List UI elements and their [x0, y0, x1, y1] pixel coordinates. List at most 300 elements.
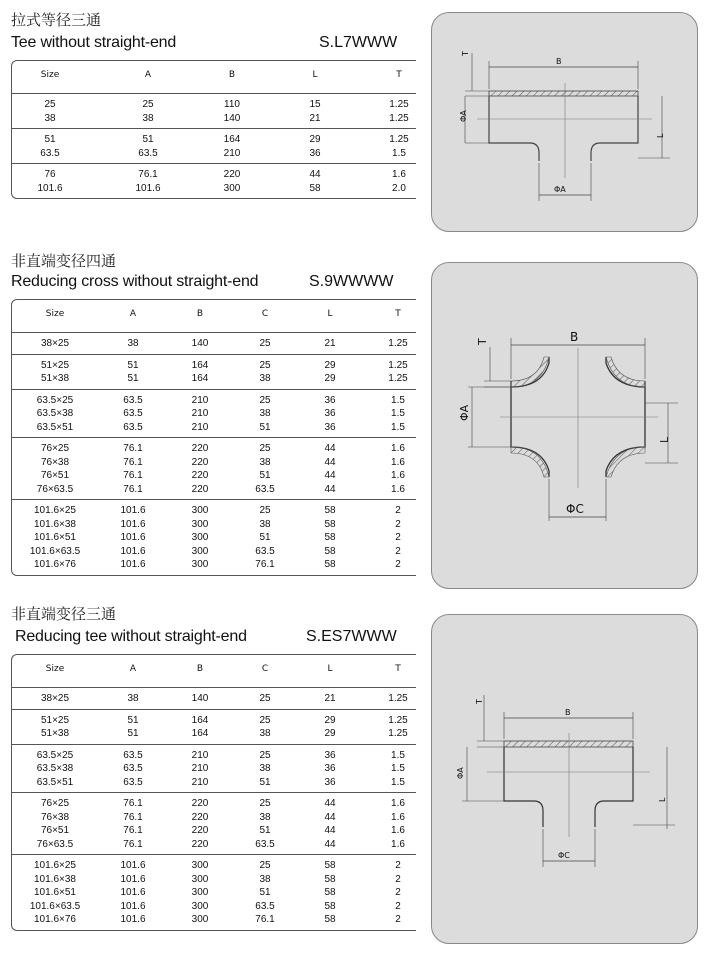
- table-row: [12, 182, 416, 195]
- table-cell: 51: [44, 134, 56, 145]
- dim-bottom-label: ΦC: [558, 851, 570, 860]
- table-cell: 101.6×76: [34, 914, 76, 925]
- table-row: [12, 824, 416, 837]
- table-cell: 220: [191, 838, 209, 850]
- column-header: C: [261, 309, 269, 319]
- table-cell: 300: [191, 900, 209, 912]
- table-cell: 300: [191, 505, 209, 516]
- table-cell: 2: [395, 532, 401, 543]
- table-row: [12, 394, 416, 407]
- table-cell: 101.6: [120, 914, 146, 925]
- table-cell: 1.6: [392, 169, 406, 180]
- table-row-group: [12, 499, 416, 575]
- column-header: T: [396, 70, 402, 80]
- table-cell: 21: [309, 112, 321, 124]
- table-row: [12, 797, 416, 810]
- table-cell: 25: [142, 99, 154, 110]
- column-header: B: [196, 664, 204, 674]
- table-cell: 25: [259, 338, 271, 349]
- table-cell: 58: [324, 532, 336, 543]
- table-cell: 76.1: [123, 825, 143, 836]
- column-header: L: [327, 309, 333, 319]
- table-cell: 101.6×63.5: [29, 900, 81, 912]
- table-cell: 101.6: [120, 900, 146, 912]
- table-cell: 76×25: [40, 443, 70, 454]
- table-row: [12, 727, 416, 740]
- table-cell: 44: [324, 470, 336, 481]
- table-cell: 220: [191, 825, 209, 836]
- table-row: [12, 407, 416, 420]
- table-row: [12, 811, 416, 824]
- table-row: [12, 469, 416, 482]
- table-cell: 15: [309, 99, 321, 110]
- table-row: [12, 359, 416, 372]
- table-cell: 300: [191, 559, 209, 570]
- table-cell: 76.1: [123, 456, 143, 468]
- table-cell: 220: [191, 798, 209, 809]
- table-cell: 1.6: [391, 798, 405, 809]
- table-cell: 58: [324, 860, 336, 871]
- table-row-group: [12, 854, 416, 930]
- table-cell: 220: [191, 483, 209, 495]
- table-cell: 58: [324, 559, 336, 570]
- table-cell: 25: [259, 749, 271, 761]
- table-cell: 76×51: [40, 470, 70, 481]
- table-cell: 220: [191, 811, 209, 823]
- table-cell: 110: [224, 99, 240, 110]
- column-header: L: [327, 664, 333, 674]
- table-row: [12, 337, 416, 350]
- table-row: [12, 692, 416, 705]
- section-title-cn: 非直端变径三通: [11, 605, 117, 623]
- table-cell: 36: [324, 421, 336, 433]
- table-cell: 101.6×38: [34, 518, 76, 530]
- product-code: S.L7WWW: [319, 34, 398, 51]
- table-row-group: [12, 163, 416, 198]
- table-cell: 101.6: [120, 887, 146, 898]
- table-cell: 101.6: [135, 182, 161, 194]
- table-cell: 210: [223, 147, 241, 159]
- table-cell: 1.5: [392, 147, 406, 159]
- table-cell: 44: [324, 443, 336, 454]
- table-cell: 300: [191, 532, 209, 543]
- table-cell: 58: [324, 518, 336, 530]
- section-title-cn: 非直端变径四通: [11, 252, 117, 270]
- table-cell: 25: [44, 99, 56, 110]
- table-row: [12, 749, 416, 762]
- table-row: [12, 112, 416, 125]
- table-cell: 1.6: [391, 838, 405, 850]
- table-cell: 51: [259, 532, 271, 543]
- table-row: [12, 873, 416, 886]
- table-cell: 76: [44, 169, 56, 180]
- table-cell: 51: [127, 714, 139, 726]
- table-cell: 1.6: [391, 483, 405, 495]
- table-cell: 51×38: [40, 373, 70, 384]
- table-row-group: [12, 744, 416, 793]
- table-cell: 220: [191, 470, 209, 481]
- table-cell: 51: [259, 776, 271, 788]
- table-cell: 1.5: [391, 749, 405, 761]
- table-cell: 36: [324, 763, 336, 774]
- table-cell: 29: [309, 134, 321, 145]
- table-cell: 63.5×38: [36, 763, 74, 774]
- table-cell: 220: [223, 169, 241, 180]
- table-cell: 36: [324, 394, 336, 406]
- table-cell: 44: [324, 483, 336, 495]
- table-cell: 300: [191, 887, 209, 898]
- table-cell: 220: [191, 456, 209, 468]
- table-cell: 140: [191, 693, 209, 704]
- table-row-group: [12, 437, 416, 499]
- table-cell: 58: [309, 182, 321, 194]
- spec-table: [11, 60, 416, 199]
- table-cell: 21: [324, 338, 336, 349]
- table-cell: 38: [127, 693, 139, 704]
- table-cell: 38: [259, 456, 271, 468]
- table-cell: 1.6: [391, 811, 405, 823]
- table-cell: 76.1: [123, 798, 143, 809]
- table-cell: 58: [324, 914, 336, 925]
- table-cell: 51: [127, 373, 139, 384]
- column-header: Size: [40, 70, 60, 80]
- table-cell: 101.6: [120, 559, 146, 570]
- column-header: C: [261, 664, 269, 674]
- table-cell: 220: [191, 443, 209, 454]
- table-cell: 101.6×38: [34, 873, 76, 885]
- table-cell: 51×38: [40, 728, 70, 739]
- table-cell: 63.5×38: [36, 408, 74, 419]
- table-row: [12, 98, 416, 111]
- table-cell: 76×38: [40, 456, 70, 468]
- table-cell: 1.5: [391, 408, 405, 419]
- table-cell: 63.5: [123, 776, 143, 788]
- dim-b-label: B: [556, 57, 562, 66]
- table-row: [12, 886, 416, 899]
- column-header: B: [196, 309, 204, 319]
- table-row: [12, 483, 416, 496]
- table-cell: 2: [395, 887, 401, 898]
- table-cell: 2.0: [392, 182, 406, 194]
- table-cell: 25: [259, 714, 271, 726]
- column-header: Size: [45, 664, 65, 674]
- table-cell: 2: [395, 545, 401, 557]
- table-cell: 44: [309, 169, 321, 180]
- table-row: [12, 372, 416, 385]
- table-cell: 76×63.5: [36, 483, 74, 495]
- table-cell: 101.6: [120, 873, 146, 885]
- table-cell: 1.25: [388, 728, 408, 739]
- dim-b-label: B: [570, 330, 579, 344]
- dim-t-label: T: [476, 338, 489, 345]
- table-cell: 58: [324, 505, 336, 516]
- table-header: [12, 61, 416, 93]
- reducing-tee-diagram: [432, 615, 699, 945]
- table-row: [12, 531, 416, 544]
- table-cell: 101.6×25: [34, 860, 76, 871]
- table-cell: 101.6×76: [34, 559, 76, 570]
- table-cell: 44: [324, 811, 336, 823]
- dim-b-label: B: [565, 708, 571, 717]
- table-row-group: [12, 354, 416, 389]
- column-header: T: [395, 664, 401, 674]
- table-row: [12, 838, 416, 851]
- table-cell: 51: [259, 421, 271, 433]
- table-cell: 101.6: [120, 532, 146, 543]
- table-cell: 300: [191, 873, 209, 885]
- table-cell: 164: [223, 134, 241, 145]
- table-cell: 76.1: [123, 443, 143, 454]
- table-cell: 51×25: [40, 714, 70, 726]
- table-cell: 36: [324, 776, 336, 788]
- table-cell: 300: [191, 914, 209, 925]
- table-row-group: [12, 687, 416, 709]
- table-cell: 76×38: [40, 811, 70, 823]
- table-cell: 210: [191, 763, 209, 774]
- dim-a-label: ΦA: [456, 767, 465, 779]
- table-cell: 210: [191, 408, 209, 419]
- section-title-en: Reducing tee without straight-end: [15, 628, 247, 645]
- table-cell: 164: [191, 373, 209, 384]
- section-title-cn: 拉式等径三通: [11, 11, 102, 29]
- table-cell: 1.6: [391, 456, 405, 468]
- table-cell: 63.5: [123, 749, 143, 761]
- table-cell: 63.5: [40, 147, 60, 159]
- table-cell: 101.6: [120, 518, 146, 530]
- table-cell: 76×63.5: [36, 838, 74, 850]
- table-cell: 44: [324, 825, 336, 836]
- table-cell: 25: [259, 798, 271, 809]
- table-cell: 38: [127, 338, 139, 349]
- table-cell: 101.6×25: [34, 505, 76, 516]
- product-code: S.ES7WWW: [306, 628, 397, 645]
- table-cell: 76.1: [255, 559, 275, 570]
- table-cell: 38: [259, 873, 271, 885]
- column-header: T: [395, 309, 401, 319]
- table-cell: 300: [191, 518, 209, 530]
- table-cell: 63.5: [255, 900, 275, 912]
- table-cell: 36: [324, 408, 336, 419]
- table-cell: 63.5×25: [36, 394, 74, 406]
- table-cell: 44: [324, 838, 336, 850]
- table-cell: 1.6: [391, 443, 405, 454]
- table-cell: 164: [191, 359, 209, 371]
- table-cell: 38×25: [40, 693, 70, 704]
- table-cell: 1.6: [391, 825, 405, 836]
- table-cell: 38: [259, 373, 271, 384]
- spec-table: [11, 654, 416, 931]
- table-cell: 38×25: [40, 338, 70, 349]
- section-title-en: Tee without straight-end: [11, 34, 177, 51]
- column-header: L: [312, 70, 318, 80]
- table-cell: 1.25: [389, 99, 409, 110]
- table-cell: 58: [324, 873, 336, 885]
- table-cell: 101.6×63.5: [29, 545, 81, 557]
- table-cell: 140: [191, 338, 209, 349]
- table-cell: 76.1: [123, 811, 143, 823]
- table-cell: 2: [395, 559, 401, 570]
- table-cell: 300: [191, 860, 209, 871]
- table-header: [12, 655, 416, 687]
- product-code: S.9WWWW: [309, 273, 394, 290]
- table-cell: 101.6×51: [34, 532, 76, 543]
- diagram-panel: [431, 614, 698, 944]
- spec-table: [11, 299, 416, 576]
- table-row-group: [12, 792, 416, 854]
- table-row-group: [12, 128, 416, 163]
- table-row: [12, 776, 416, 789]
- dim-l-label: L: [656, 133, 665, 138]
- dim-a-label: ΦA: [459, 110, 468, 122]
- table-cell: 36: [324, 749, 336, 761]
- table-row: [12, 421, 416, 434]
- table-row: [12, 714, 416, 727]
- column-header: A: [144, 70, 152, 80]
- diagram-panel: [431, 12, 698, 232]
- table-cell: 1.25: [388, 714, 408, 726]
- table-cell: 63.5: [123, 763, 143, 774]
- table-cell: 1.25: [389, 112, 409, 124]
- table-row-group: [12, 709, 416, 744]
- table-cell: 101.6×51: [34, 887, 76, 898]
- table-cell: 76×51: [40, 825, 70, 836]
- table-cell: 2: [395, 900, 401, 912]
- table-row: [12, 168, 416, 181]
- table-cell: 63.5: [123, 421, 143, 433]
- table-cell: 1.5: [391, 394, 405, 406]
- table-cell: 25: [259, 693, 271, 704]
- table-cell: 1.6: [391, 470, 405, 481]
- section-title-en: Reducing cross without straight-end: [11, 273, 259, 290]
- table-cell: 58: [324, 900, 336, 912]
- table-row-group: [12, 332, 416, 354]
- table-cell: 44: [324, 456, 336, 468]
- table-cell: 76.1: [123, 483, 143, 495]
- table-cell: 51: [127, 728, 139, 739]
- table-row-group: [12, 93, 416, 128]
- table-cell: 1.25: [388, 373, 408, 384]
- table-cell: 101.6: [120, 860, 146, 871]
- table-cell: 58: [324, 545, 336, 557]
- table-cell: 1.5: [391, 776, 405, 788]
- table-cell: 63.5×51: [36, 421, 74, 433]
- table-cell: 63.5: [255, 545, 275, 557]
- dim-bottom-label: ΦA: [554, 185, 566, 194]
- column-header: Size: [45, 309, 65, 319]
- table-row: [12, 133, 416, 146]
- table-cell: 38: [259, 518, 271, 530]
- dim-t-label: T: [475, 699, 484, 704]
- table-cell: 51: [259, 470, 271, 481]
- table-row: [12, 558, 416, 571]
- table-row: [12, 913, 416, 926]
- table-cell: 63.5: [123, 394, 143, 406]
- table-cell: 25: [259, 443, 271, 454]
- table-cell: 1.25: [388, 359, 408, 371]
- table-cell: 38: [259, 811, 271, 823]
- table-row: [12, 518, 416, 531]
- table-cell: 36: [309, 147, 321, 159]
- table-row: [12, 504, 416, 517]
- table-cell: 210: [191, 776, 209, 788]
- table-cell: 51: [259, 887, 271, 898]
- table-cell: 1.5: [391, 421, 405, 433]
- table-cell: 2: [395, 518, 401, 530]
- table-cell: 210: [191, 421, 209, 433]
- table-cell: 1.25: [388, 693, 408, 704]
- table-cell: 21: [324, 693, 336, 704]
- table-cell: 1.25: [388, 338, 408, 349]
- table-cell: 63.5: [255, 483, 275, 495]
- table-cell: 76.1: [123, 838, 143, 850]
- table-cell: 76.1: [138, 169, 158, 180]
- table-row: [12, 545, 416, 558]
- table-cell: 44: [324, 798, 336, 809]
- column-header: A: [129, 664, 137, 674]
- table-cell: 76.1: [123, 470, 143, 481]
- table-cell: 300: [223, 182, 241, 194]
- table-cell: 101.6: [120, 545, 146, 557]
- table-cell: 210: [191, 749, 209, 761]
- table-cell: 101.6: [120, 505, 146, 516]
- table-cell: 25: [259, 505, 271, 516]
- table-cell: 1.5: [391, 763, 405, 774]
- table-header: [12, 300, 416, 332]
- table-cell: 300: [191, 545, 209, 557]
- dim-l-label: L: [658, 436, 671, 443]
- table-cell: 58: [324, 887, 336, 898]
- table-cell: 2: [395, 914, 401, 925]
- cross-diagram: [432, 263, 699, 590]
- table-cell: 63.5×25: [36, 749, 74, 761]
- table-cell: 63.5: [138, 147, 158, 159]
- table-cell: 63.5×51: [36, 776, 74, 788]
- table-row: [12, 762, 416, 775]
- table-cell: 38: [259, 408, 271, 419]
- table-cell: 210: [191, 394, 209, 406]
- table-cell: 51×25: [40, 359, 70, 371]
- table-row: [12, 147, 416, 160]
- table-cell: 2: [395, 873, 401, 885]
- table-cell: 25: [259, 394, 271, 406]
- column-header: B: [228, 70, 236, 80]
- table-row: [12, 456, 416, 469]
- table-cell: 51: [259, 825, 271, 836]
- dim-t-label: T: [461, 51, 470, 56]
- table-cell: 76.1: [255, 914, 275, 925]
- table-cell: 38: [44, 112, 56, 124]
- table-row: [12, 859, 416, 872]
- table-cell: 51: [127, 359, 139, 371]
- table-cell: 76×25: [40, 798, 70, 809]
- table-cell: 38: [259, 728, 271, 739]
- dim-l-label: L: [658, 797, 667, 802]
- diagram-panel: [431, 262, 698, 589]
- table-cell: 29: [324, 373, 336, 384]
- table-cell: 29: [324, 728, 336, 739]
- table-cell: 164: [191, 714, 209, 726]
- table-cell: 2: [395, 860, 401, 871]
- table-cell: 2: [395, 505, 401, 516]
- table-cell: 25: [259, 359, 271, 371]
- table-row: [12, 442, 416, 455]
- dim-bottom-label: ΦC: [566, 502, 584, 516]
- table-cell: 38: [259, 763, 271, 774]
- table-cell: 25: [259, 860, 271, 871]
- table-cell: 63.5: [255, 838, 275, 850]
- table-cell: 101.6: [37, 182, 63, 194]
- dim-a-label: ΦA: [458, 404, 471, 421]
